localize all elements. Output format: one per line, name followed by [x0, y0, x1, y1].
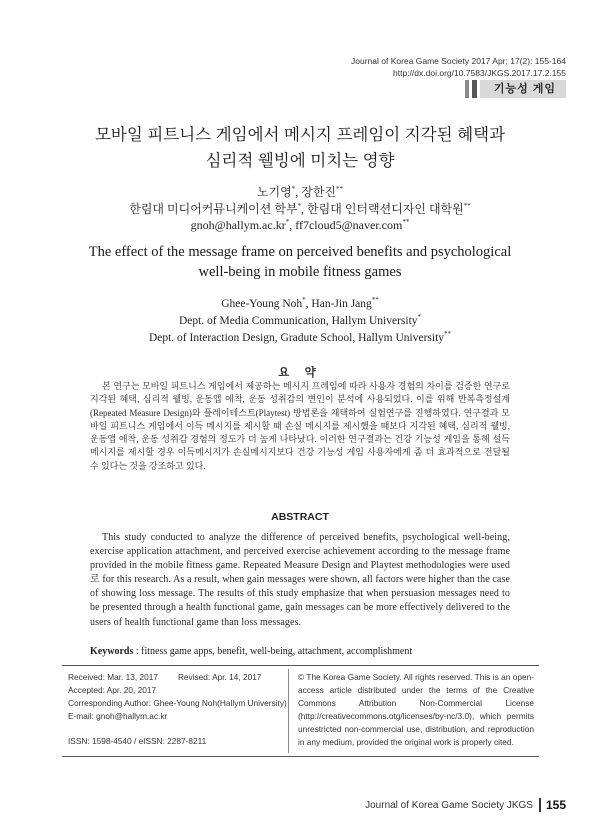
korean-title-line-2: 심리적 웰빙에 미치는 영향	[205, 152, 395, 170]
affiliation: Dept. of Interaction Design, Gradute School, Hallym University	[148, 331, 445, 344]
affiliation: Dept. of Media Communication, Hallym University	[178, 314, 418, 327]
english-affiliation-2	[40, 330, 560, 344]
email-link[interactable]: ff7cloud5@naver.com	[295, 218, 403, 232]
affiliation-mark: **	[444, 330, 452, 338]
section-tag-label: 기능성 게임	[480, 80, 566, 98]
korean-title-line-1: 모바일 피트니스 게임에서 메시지 프레임이 지각된 혜택과	[94, 126, 506, 144]
tag-bar-decoration	[465, 80, 469, 98]
corresponding-email: E-mail: gnoh@hallym.ac.kr	[68, 711, 168, 721]
separator: ,	[295, 185, 302, 199]
separator: ,	[301, 202, 308, 216]
abstract-heading: ABSTRACT	[271, 511, 329, 523]
affiliation: 한림대 미디어커뮤니케이션 학부	[129, 202, 298, 216]
article-dates-panel	[68, 671, 286, 748]
section-tag	[465, 80, 566, 98]
english-authors	[40, 296, 560, 310]
keywords-line	[90, 646, 510, 657]
accepted-date: Accepted: Apr. 20, 2017	[68, 685, 157, 695]
keywords-separator: :	[133, 646, 142, 657]
keywords-label: Keywords	[90, 646, 134, 657]
keywords-text: fitness game apps, benefit, well-being, attachment, accomplishment	[141, 646, 413, 657]
english-title-line-1: The effect of the message frame on perceived benefits and psychological	[88, 244, 512, 260]
author-mark: *	[291, 185, 296, 193]
separator: ,	[289, 218, 296, 232]
footer-separator	[539, 798, 541, 812]
page-footer	[365, 798, 566, 812]
author-name: 장한진	[301, 185, 337, 199]
author-emails	[40, 218, 560, 233]
footer-journal-name: Journal of Korea Game Society JKGS	[365, 799, 533, 811]
received-date: Received: Mar. 13, 2017	[68, 672, 158, 682]
author-name: Ghee-Young Noh	[221, 297, 303, 310]
spacer	[68, 723, 286, 735]
email-mark: **	[402, 218, 410, 226]
license-text: © The Korea Game Society. All rights reserved. This is an open-access article distributed under the terms of the Creative Commons Attribution Non-Commercial License (http://creativecommons.otg/licenses/by-nc/3.0), which permits unrestricted non-commercial use, distribution, and reproduction in any medium, provided the original work is properly cited.	[298, 672, 534, 747]
korean-summary-heading: 요 약	[278, 367, 322, 379]
korean-affiliations	[40, 200, 560, 217]
korean-summary-text: 본 연구는 모바일 피트니스 게임에서 제공하는 메시지 프레임에 따라 사용자 경험의 차이를 검증한 연구로 지각된 혜택, 심리적 웰빙, 운동앱 애착, 운동 성취감의 변인이 분석에 사용되었다. 이를 위해 반복측정설계(Repeated Measure Design)와 플레이테스트(Playtest) 방법론을 채택하여 실험연구를 진행하였다. 연구결과 모바일 피트니스 게임에서 이득 메시지를 제시할 때 손실 메시지를 제시했을 때보다 지각된 혜택, 심리적 웰빙, 운동앱 애착, 운동 성취감 경험의 정도가 더 높게 나타났다. 이러한 연구결과는 건강 기능성 게임을 통해 설득 메시지를 제시할 경우 이득메시지가 손실메시지보다 건강 기능성 게임 사용자에게 좀 더 효과적으로 전달될 수 있다는 것을 강조하고 있다.	[90, 381, 510, 471]
journal-citation-line: Journal of Korea Game Society 2017 Apr; 17(2): 155-164	[351, 56, 566, 66]
author-name: Han-Jin Jang	[311, 297, 372, 310]
abstract-text: This study conducted to analyze the difference of perceived benefits, psychological well-being, exercise application attachment, and perceived exercise achievement according to the message frame provided in the mobile fitness game. Repeated Measure Design and Playtest methodologies were used로 for this research. As a result, when gain messages were shown, all factors were higher than the case of showing loss message. The results of this study emphasize that when persuasion messages need to be presented through a health functional game, gain messages can be more effectively delivered to the users of health functional game than loss messages.	[90, 532, 510, 628]
author-mark: **	[336, 185, 344, 193]
author-mark: **	[371, 296, 379, 304]
affiliation-mark: **	[463, 202, 471, 210]
author-mark: *	[302, 296, 306, 304]
korean-authors	[40, 183, 560, 200]
english-title-line-2: well-being in mobile fitness games	[198, 264, 402, 280]
revised-date: Revised: Apr. 14, 2017	[177, 672, 262, 682]
english-affiliation-1	[40, 313, 560, 327]
issn-line: ISSN: 1598-4540 / eISSN: 2287-8211	[68, 736, 207, 746]
page-number: 155	[545, 798, 566, 812]
doi-link[interactable]: http://dx.doi.org/10.7583/JKGS.2017.17.2.155	[393, 68, 566, 78]
affiliation: 한림대 인터랙션디자인 대학원	[307, 202, 464, 216]
tag-bar-decoration	[472, 80, 477, 98]
email-mark: *	[285, 218, 290, 226]
corresponding-author: Corresponding Author: Ghee-Young Noh(Hallym University)	[68, 698, 287, 708]
email-link[interactable]: gnoh@hallym.ac.kr	[190, 218, 286, 232]
author-name: 노기영	[256, 185, 292, 199]
info-divider	[288, 669, 289, 753]
article-info-box	[62, 665, 539, 757]
affiliation-mark: *	[297, 202, 302, 210]
received-revised-row	[68, 671, 286, 684]
separator: ,	[305, 297, 312, 310]
affiliation-mark: *	[417, 313, 422, 321]
